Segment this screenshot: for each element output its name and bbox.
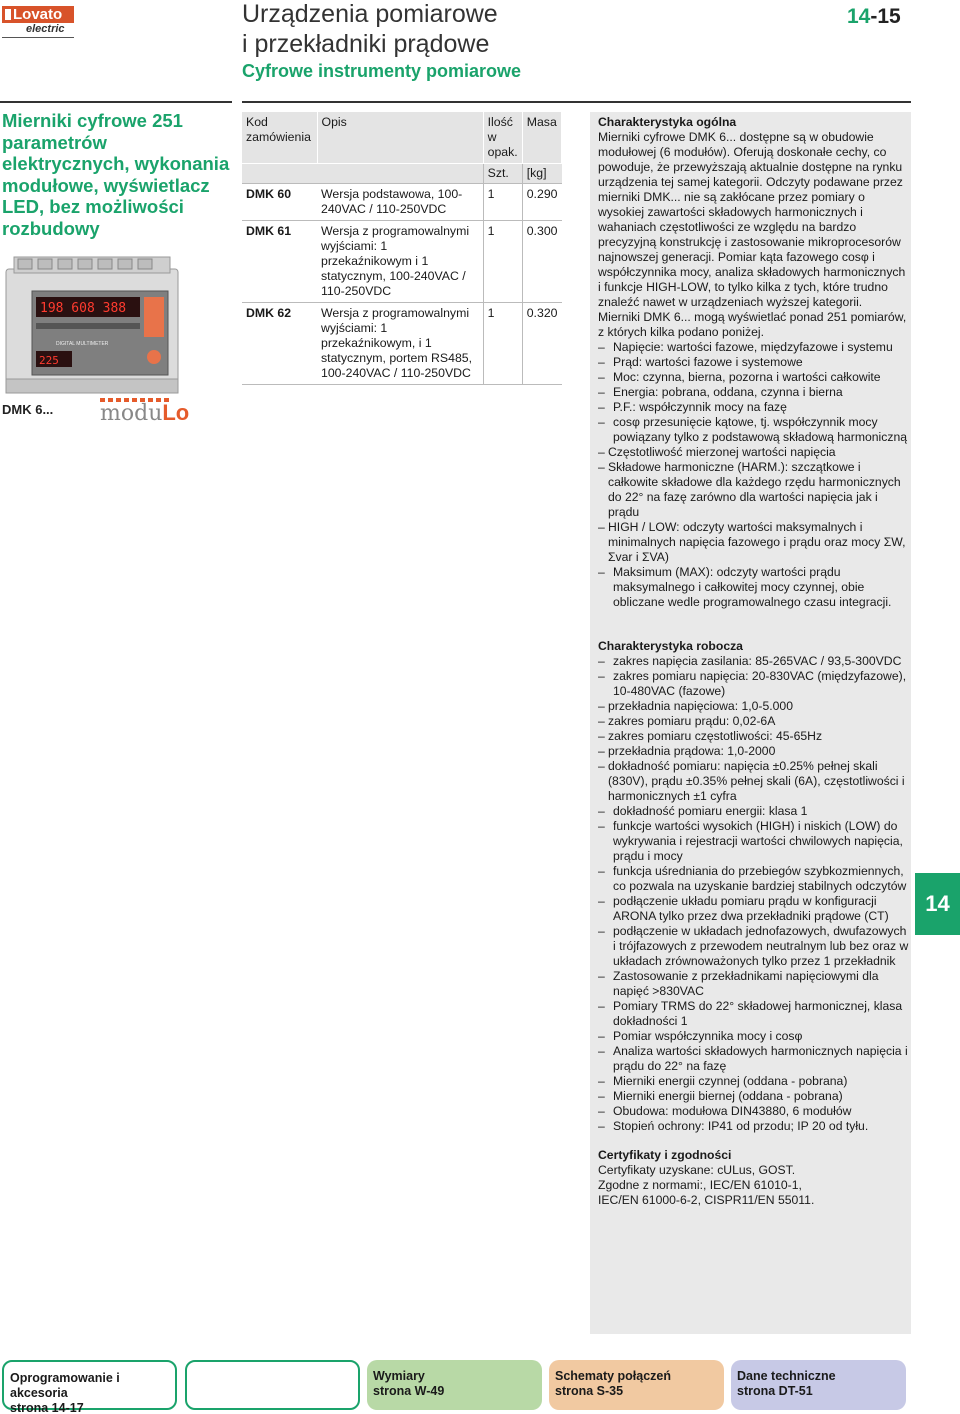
order-table	[242, 112, 562, 385]
page-number-sep: -	[870, 5, 878, 28]
header-rule-left	[0, 101, 232, 103]
header-rule	[242, 101, 911, 103]
list-item: – funkcje wartości wysokich (HIGH) i niskich (LOW) do wykrywania i rejestracji wartości chwilowych napięcia, prądu i mocy	[598, 819, 910, 864]
mass-unit: [kg]	[522, 164, 561, 184]
col-qty-header: Ilość w opak.	[483, 112, 522, 164]
list-item: – Mierniki energii biernej (oddana - pobrana)	[598, 1089, 910, 1104]
row-mass: 0.320	[522, 303, 561, 385]
footer-link-title: Dane techniczne	[737, 1369, 836, 1383]
list-item: – dokładność pomiaru: napięcia ±0.25% pełnej skali (830V), prądu ±0.35% pełnej skali (6A), częstotliwości i harmonicznych ±1 cyfra	[598, 759, 910, 804]
table-row	[242, 303, 562, 385]
page-title-line1: Urządzenia pomiarowe	[242, 0, 498, 28]
logo-underline	[2, 37, 74, 38]
list-item: – Moc: czynna, bierna, pozorna i wartości całkowite	[598, 370, 910, 385]
device-label: DIGITAL MULTIMETER	[56, 341, 109, 347]
row-qty: 1	[483, 221, 522, 303]
logo-mark-icon	[5, 9, 11, 20]
row-desc: Wersja z programowalnymi wyjściami: 1 przekaźnikowym, i 1 statycznym, portem RS485, 100-240VAC / 110-250VDC	[317, 303, 483, 385]
general-para1: Mierniki cyfrowe DMK 6... dostępne są w obudowie modułowej (6 modułów). Oferują doskonałe cechy, co powoduje, że przewyższają aktualnie dostępne na rynku urządzenia tej samej kategorii. Odczyty podawane przez mierniki DMK... nie są zakłócane przez pomiary o wysokiej zawartości składowych harmonicznych i wahaniach częstotliwości ze względu na bardzo precyzyjną konstrukcję i zastosowanie mikroprocesorów najnowszej generacji. Pomiar kąta fazowego cosφ i współczynnika mocy, analiza składowych harmonicznych i funkcje HIGH-LOW, to tylko kilka z tych, które trudno znaleźć nawet w urządzeniach wyższej kategorii.	[598, 130, 906, 309]
list-item: – funkcja uśredniania do przebiegów szybkozmiennych, co pozwala na uzyskanie bardziej stabilnych odczytów	[598, 864, 910, 894]
list-item: – dokładność pomiaru energii: klasa 1	[598, 804, 910, 819]
list-item: – P.F.: współczynnik mocy na fazę	[598, 400, 910, 415]
footer-link-title: Oprogramowanie i akcesoria	[10, 1371, 120, 1400]
table-row	[242, 221, 562, 303]
list-item: – Obudowa: modułowa DIN43880, 6 modułów	[598, 1104, 910, 1119]
general-heading: Charakterystyka ogólna	[598, 115, 737, 129]
working-section	[598, 639, 910, 1134]
footer-link-techdata[interactable]	[731, 1360, 906, 1410]
list-item: – HIGH / LOW: odczyty wartości maksymalnych i minimalnych napięcia fazowego i prądu oraz mocy ΣW, Σvar i ΣVA)	[598, 520, 910, 565]
row-code: DMK 62	[242, 303, 317, 385]
qty-unit: Szt.	[483, 164, 522, 184]
list-item: – cosφ przesunięcie kątowe, tj. współczynnik mocy powiązany tylko z podstawową składową harmoniczną	[598, 415, 910, 445]
list-item: – Pomiar współczynnika mocy i cosφ	[598, 1029, 910, 1044]
certs-heading: Certyfikaty i zgodności	[598, 1148, 732, 1162]
page-title-line2: i przekładniki prądowe	[242, 30, 490, 58]
col-desc-header: Opis	[317, 112, 483, 164]
page-number-a: 14	[847, 5, 871, 28]
certs-line: IEC/EN 61000-6-2, CISPR11/EN 55011.	[598, 1193, 815, 1207]
row-desc: Wersja z programowalnymi wyjściami: 1 przekaźnikowym i 1 statycznym, 100-240VAC / 110-250VDC	[317, 221, 483, 303]
footer-link-page: strona S-35	[555, 1384, 624, 1398]
list-item: – Zastosowanie z przekładnikami napięciowymi dla napięć >830VAC	[598, 969, 910, 999]
logo-sub: electric	[26, 23, 65, 35]
row-code: DMK 61	[242, 221, 317, 303]
footer-link-wiring[interactable]	[549, 1360, 724, 1410]
page-number-b: 15	[877, 5, 901, 28]
col-code-header: Kod zamówienia	[242, 112, 317, 164]
svg-text:225: 225	[39, 354, 59, 367]
working-heading: Charakterystyka robocza	[598, 639, 743, 653]
col-mass-header: Masa	[522, 112, 561, 164]
modulo-logo	[100, 398, 189, 424]
logo-brand: Lovato	[2, 6, 74, 23]
page-subtitle: Cyfrowe instrumenty pomiarowe	[242, 61, 522, 81]
list-item: – Mierniki energii czynnej (oddana - pobrana)	[598, 1074, 910, 1089]
list-item: – Prąd: wartości fazowe i systemowe	[598, 355, 910, 370]
working-list	[598, 654, 910, 1134]
units-blank	[242, 164, 317, 184]
list-item: – przekładnia prądowa: 1,0-2000	[598, 744, 910, 759]
table-units-row	[242, 164, 562, 184]
device-photo	[4, 255, 180, 395]
footer-link-software[interactable]	[2, 1360, 177, 1414]
svg-text:198 608 388: 198 608 388	[40, 301, 127, 316]
footer-link-title: Wymiary	[373, 1369, 425, 1383]
footer-link-page: strona DT-51	[737, 1384, 813, 1398]
list-item: – Pomiary TRMS do 22° składowej harmonicznej, klasa dokładności 1	[598, 999, 910, 1029]
certs-section	[598, 1148, 910, 1208]
list-item: – Składowe harmoniczne (HARM.): szczątkowe i całkowite składowe dla każdego rzędu harmonicznych do 22° na fazę zarówno dla wartości napięcia jak i prądu	[598, 460, 910, 520]
footer-link-page: strona W-49	[373, 1384, 445, 1398]
general-section	[598, 115, 910, 610]
list-item: – Częstotliwość mierzonej wartości napięcia	[598, 445, 910, 460]
footer-link-dimensions[interactable]	[367, 1360, 542, 1410]
footer-link-empty[interactable]	[185, 1360, 360, 1410]
list-item: – Maksimum (MAX): odczyty wartości prądu maksymalnego i całkowitej mocy czynnej, obie obliczane wedle programowalnego czasu integracji.	[598, 565, 910, 610]
list-item: – przekładnia napięciowa: 1,0-5.000	[598, 699, 910, 714]
general-list	[598, 340, 910, 610]
list-item: – zakres pomiaru częstotliwości: 45-65Hz	[598, 729, 910, 744]
section-title: Mierniki cyfrowe 251 parametrów elektrycznych, wykonania modułowe, wyświetlacz LED, bez możliwości rozbudowy	[2, 110, 230, 239]
list-item: – Napięcie: wartości fazowe, międzyfazowe i systemu	[598, 340, 910, 355]
table-header-row	[242, 112, 562, 164]
list-item: – Stopień ochrony: IP41 od przodu; IP 20 od tyłu.	[598, 1119, 910, 1134]
list-item: – podłączenie w układach jednofazowych, dwufazowych i trójfazowych z przewodem neutralnym lub bez oraz w układach zrównoważonych tylko przez 1 przekładnik	[598, 924, 910, 969]
page-number	[847, 5, 901, 29]
list-item: – zakres napięcia zasilania: 85-265VAC / 93,5-300VDC	[598, 654, 910, 669]
chapter-tab[interactable]: 14	[915, 873, 960, 935]
row-code: DMK 60	[242, 184, 317, 221]
device-caption: DMK 6...	[2, 402, 54, 417]
units-blank	[317, 164, 483, 184]
row-mass: 0.300	[522, 221, 561, 303]
list-item: – zakres pomiaru napięcia: 20-830VAC (międzyfazowe), 10-480VAC (fazowe)	[598, 669, 910, 699]
list-item: – Analiza wartości składowych harmonicznych napięcia i prądu do 22° na fazę	[598, 1044, 910, 1074]
table-row	[242, 184, 562, 221]
list-item: – podłączenie układu pomiaru prądu w konfiguracji ARONA tylko przez dwa przekładniki prądowe (CT)	[598, 894, 910, 924]
footer-link-title: Schematy połączeń	[555, 1369, 672, 1383]
row-qty: 1	[483, 184, 522, 221]
lovato-logo	[2, 6, 74, 34]
modulo-word-b: Lo	[162, 400, 190, 425]
row-mass: 0.290	[522, 184, 561, 221]
list-item: – zakres pomiaru prądu: 0,02-6A	[598, 714, 910, 729]
certs-line: Zgodne z normami:, IEC/EN 61010-1,	[598, 1178, 802, 1192]
row-qty: 1	[483, 303, 522, 385]
footer-link-page: strona 14-17	[10, 1401, 84, 1414]
general-para2: Mierniki DMK 6... mogą wyświetlać ponad 251 pomiarów, z których kilka podano poniżej.	[598, 310, 907, 339]
modulo-word-a: modu	[100, 401, 163, 426]
list-item: – Energia: pobrana, oddana, czynna i bierna	[598, 385, 910, 400]
row-desc: Wersja podstawowa, 100-240VAC / 110-250VDC	[317, 184, 483, 221]
certs-line: Certyfikaty uzyskane: cULus, GOST.	[598, 1163, 796, 1177]
